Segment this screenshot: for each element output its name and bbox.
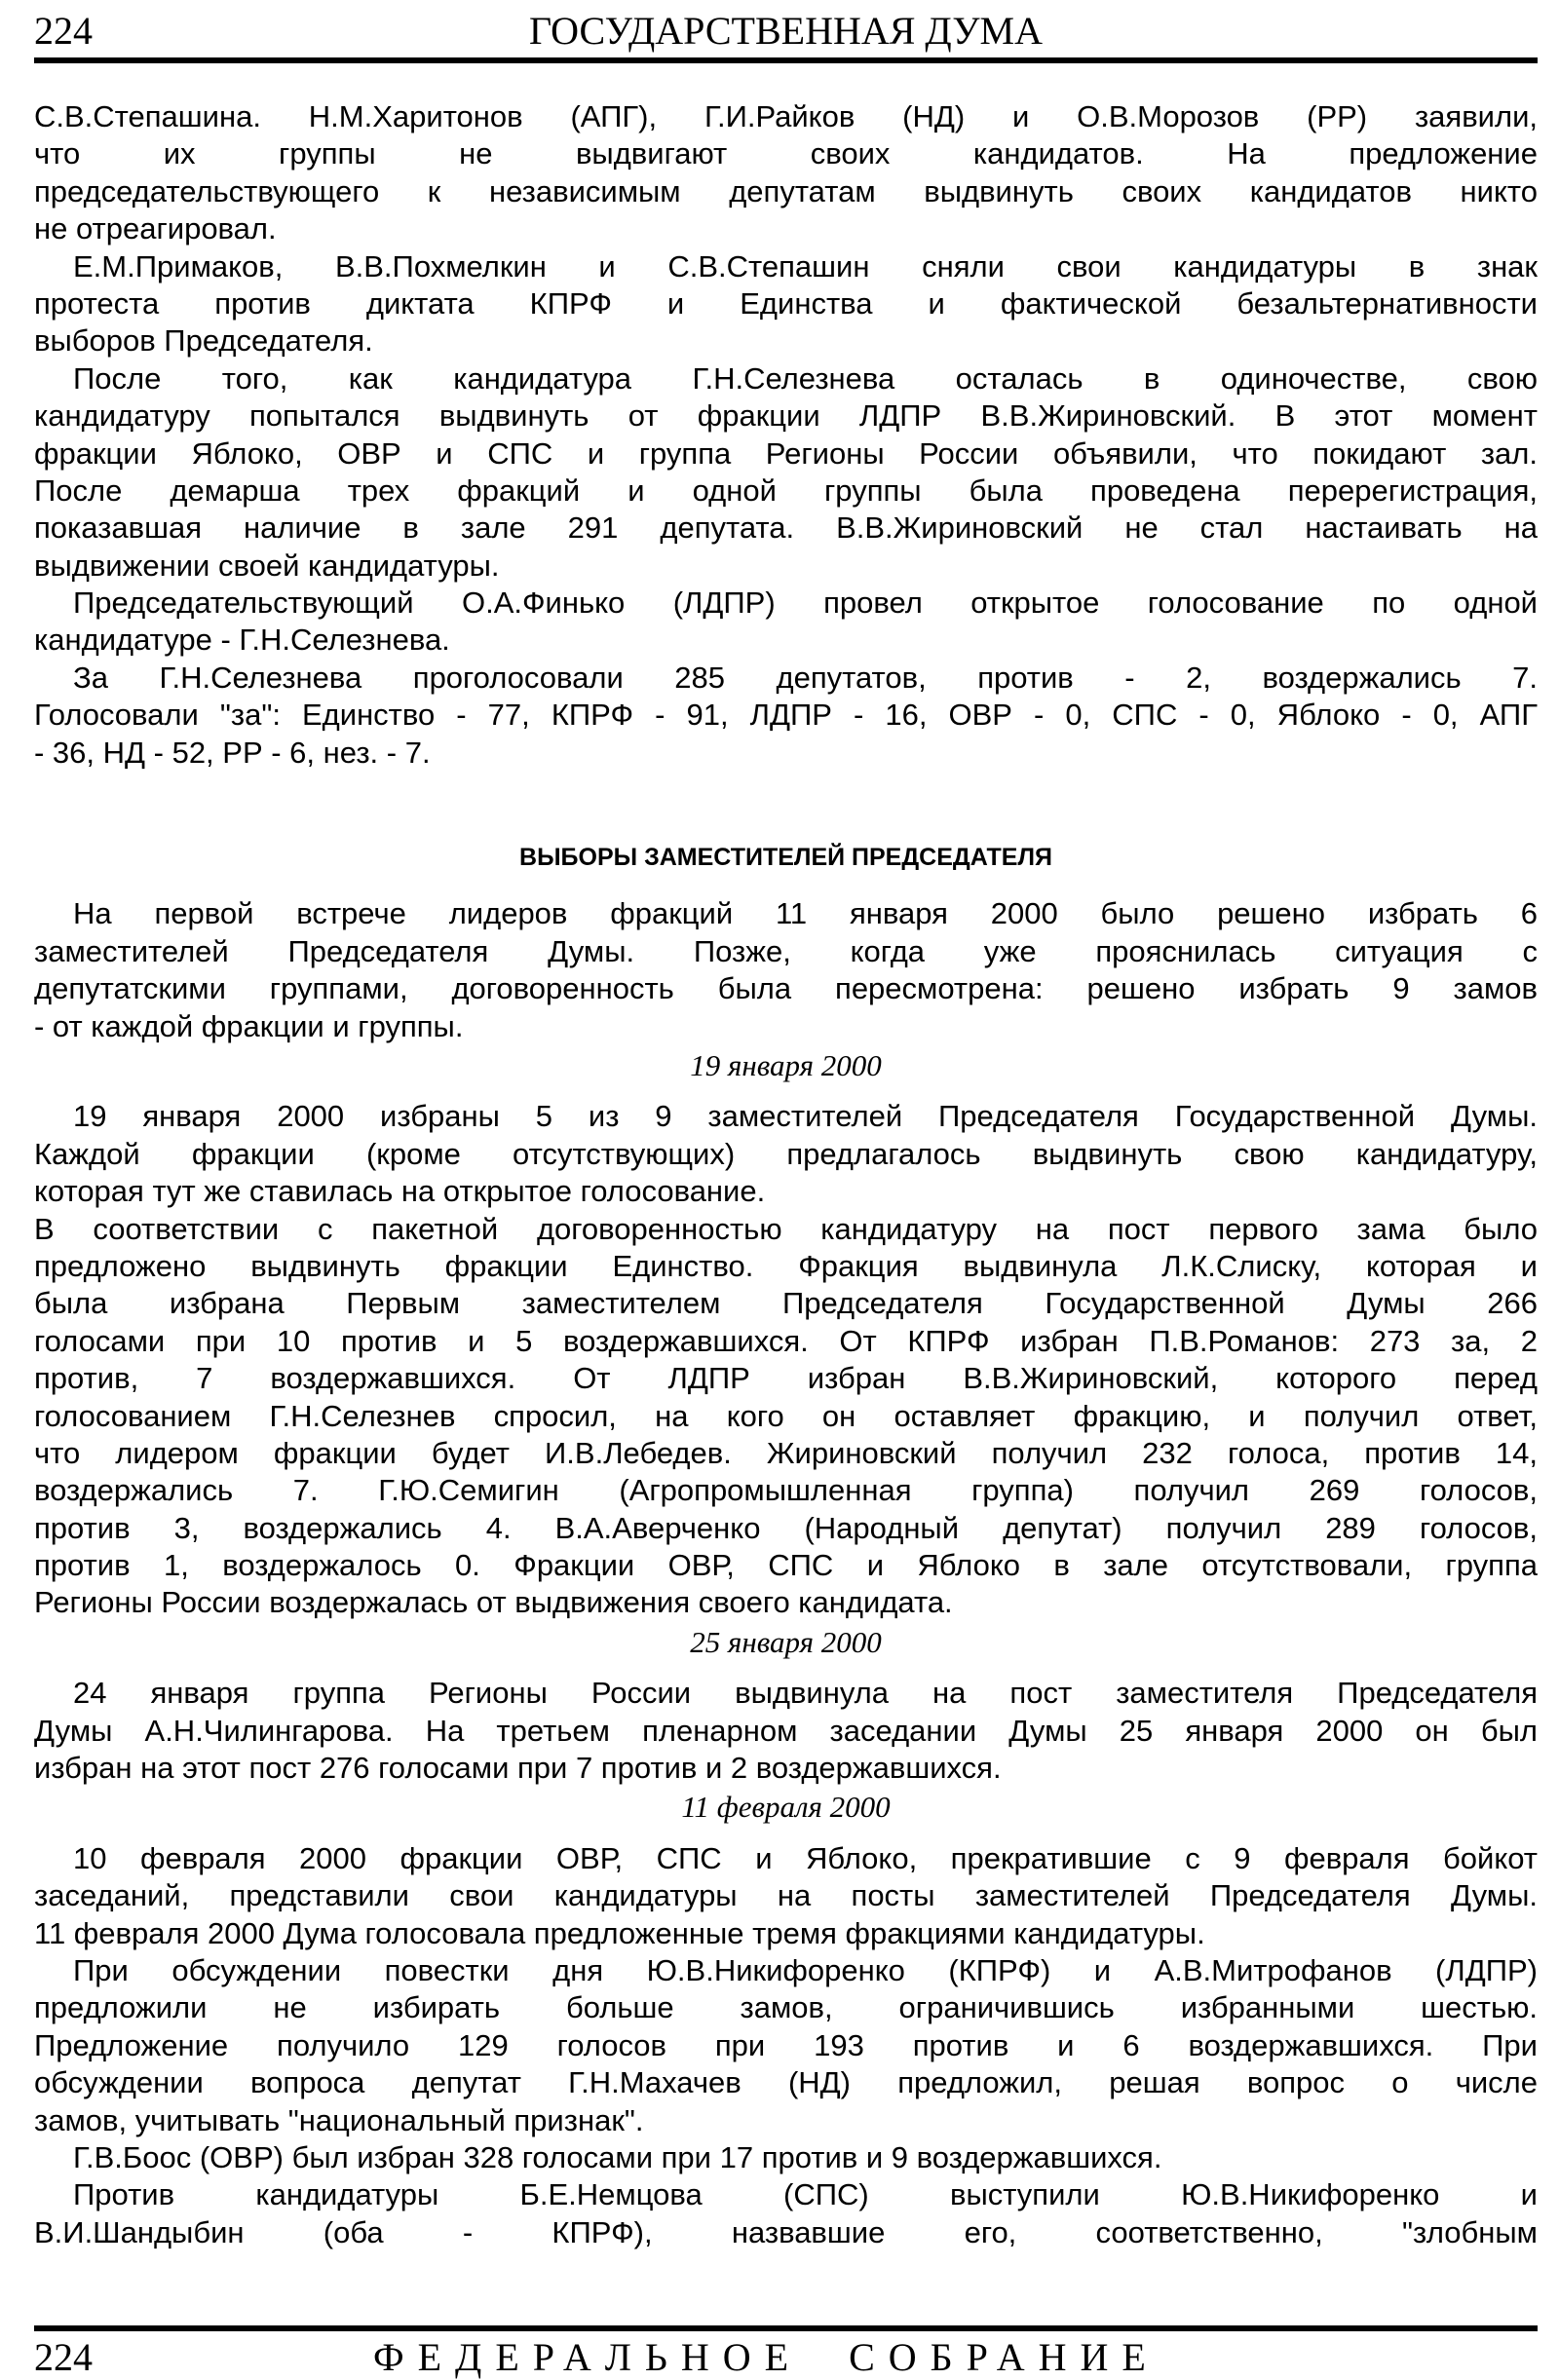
paragraph [34,2139,1538,2176]
text-line: фракции Яблоко, ОВР и СПС и группа Регионы России объявили, что покидают зал. [34,435,1538,471]
text-line: кандидатуре - Г.Н.Селезнева. [34,623,450,658]
text-line: против 1, воздержалось 0. Фракции ОВР, СПС и Яблоко в зале отсутствовали, группа [34,1548,1538,1583]
text-line: С.В.Степашина. Н.М.Харитонов (АПГ), Г.И.Райков (НД) и О.В.Морозов (РР) заявили, [34,99,1538,133]
text-line: Регионы России воздержалась от выдвижения своего кандидата. [34,1585,953,1620]
text-line: заседаний, представили свои кандидатуры на посты заместителей Председателя Думы. [34,1878,1538,1913]
paragraph [34,895,1538,1045]
text-line: - от каждой фракции и группы. [34,1008,464,1043]
footer-title: ФЕДЕРАЛЬНОЕ СОБРАНИЕ [373,2335,1160,2379]
paragraph [34,1098,1538,1210]
text-line: Г.В.Боос (ОВР) был избран 328 голосами при 17 против и 9 воздержавшихся. [73,2139,1162,2174]
paragraph [34,248,1538,360]
text-line: голосами при 10 против и 5 воздержавшихся. От КПРФ избран П.В.Романов: 273 за, 2 [34,1323,1538,1358]
text-line: не отреагировал. [34,211,277,246]
text-line: 19 января 2000 избраны 5 из 9 заместителей Председателя Государственной Думы. [73,1099,1538,1134]
paragraph [34,1211,1538,1622]
header-page-number: 224 [34,9,93,53]
header-rule [34,57,1538,63]
date-subheading: 11 февраля 2000 [681,1790,891,1825]
text-line: избран на этот пост 276 голосами при 7 против и 2 воздержавшихся. [34,1751,1002,1786]
text-line: была избрана Первым заместителем Председателя Государственной Думы 266 [34,1286,1538,1321]
text-line: Каждой фракции (кроме отсутствующих) предлагалось выдвинуть свою кандидатуру, [34,1136,1538,1171]
text-line: В соответствии с пакетной договоренностью кандидатуру на пост первого зама было [34,1211,1538,1246]
date-subheading: 25 января 2000 [690,1624,882,1659]
paragraph [34,1675,1538,1787]
text-line: - 36, НД - 52, РР - 6, нез. - 7. [34,735,431,770]
text-line: За Г.Н.Селезнева проголосовали 285 депутатов, против - 2, воздержались 7. [73,660,1538,695]
text-line: выборов Председателя. [34,323,373,359]
paragraph [34,660,1538,772]
page-header [34,4,1538,55]
text-line: кандидатуру попытался выдвинуть от фракции ЛДПР В.В.Жириновский. В этот момент [34,398,1538,434]
text-line: что лидером фракции будет И.В.Лебедев. Жириновский получил 232 голоса, против 14, [34,1435,1538,1470]
text-line: На первой встрече лидеров фракций 11 января 2000 было решено избрать 6 [73,896,1538,931]
text-line: Е.М.Примаков, В.В.Похмелкин и С.В.Степашин сняли свои кандидатуры в знак [73,248,1538,283]
paragraph [34,360,1538,585]
text-line: 11 февраля 2000 Дума голосовала предложенные тремя фракциями кандидатуры. [34,1915,1205,1950]
text-line: После того, как кандидатура Г.Н.Селезнева осталась в одиночестве, свою [73,360,1538,396]
text-line: После демарша трех фракций и одной группы была проведена перерегистрация, [34,472,1538,508]
text-line: заместителей Председателя Думы. Позже, когда уже прояснилась ситуация с [34,933,1538,968]
text-line: Против кандидатуры Б.Е.Немцова (СПС) выступили Ю.В.Никифоренко и [73,2177,1538,2212]
text-line: против 3, воздержались 4. В.А.Аверченко (Народный депутат) получил 289 голосов, [34,1510,1538,1545]
text-line: что их группы не выдвигают своих кандидатов. На предложение [34,136,1538,171]
section-heading: ВЫБОРЫ ЗАМЕСТИТЕЛЕЙ ПРЕДСЕДАТЕЛЯ [519,844,1052,872]
paragraph [34,1840,1538,1952]
text-line: В.И.Шандыбин (оба - КПРФ), назвавшие его, соответственно, "злобным [34,2214,1538,2249]
paragraph [34,585,1538,660]
text-line: Голосовали "за": Единство - 77, КПРФ - 91, ЛДПР - 16, ОВР - 0, СПС - 0, Яблоко - 0, АПГ [34,698,1538,733]
text-line: депутатскими группами, договоренность была пересмотрена: решено избрать 9 замов [34,971,1538,1006]
text-line: председательствующего к независимым депутатам выдвинуть своих кандидатов никто [34,173,1538,208]
text-line: 10 февраля 2000 фракции ОВР, СПС и Яблоко, прекратившие с 9 февраля бойкот [73,1840,1538,1875]
text-line: Предложение получило 129 голосов при 193 против и 6 воздержавшихся. При [34,2027,1538,2062]
text-line: показавшая наличие в зале 291 депутата. В.В.Жириновский не стал настаивать на [34,510,1538,546]
text-line: протеста против диктата КПРФ и Единства и фактической безальтернативности [34,285,1538,321]
text-line: При обсуждении повестки дня Ю.В.Никифоренко (КПРФ) и А.В.Митрофанов (ЛДПР) [73,1953,1538,1988]
article-body [34,98,1538,2251]
paragraph [34,98,1538,248]
text-line: Председательствующий О.А.Финько (ЛДПР) провел открытое голосование по одной [73,586,1538,621]
text-line: 24 января группа Регионы России выдвинула на пост заместителя Председателя [73,1676,1538,1711]
paragraph [34,1952,1538,2139]
paragraph [34,2176,1538,2251]
text-line: голосованием Г.Н.Селезнев спросил, на кого он оставляет фракцию, и получил ответ, [34,1398,1538,1433]
footer-page-number: 224 [34,2335,93,2379]
text-line: Думы А.Н.Чилингарова. На третьем пленарном заседании Думы 25 января 2000 он был [34,1713,1538,1748]
text-line: предложено выдвинуть фракции Единство. Фракция выдвинула Л.К.Слиску, которая и [34,1248,1538,1283]
text-line: против, 7 воздержавшихся. От ЛДПР избран В.В.Жириновский, которого перед [34,1361,1538,1396]
text-line: воздержались 7. Г.Ю.Семигин (Агропромышленная группа) получил 269 голосов, [34,1473,1538,1508]
text-line: которая тут же ставилась на открытое голосование. [34,1174,766,1209]
text-line: замов, учитывать "национальный признак". [34,2102,644,2137]
footer-rule [34,2325,1538,2331]
date-subheading: 19 января 2000 [690,1048,882,1082]
header-title: ГОСУДАРСТВЕННАЯ ДУМА [529,9,1043,53]
text-line: выдвижении своей кандидатуры. [34,548,500,583]
text-line: предложили не избирать больше замов, ограничившись избранными шестью. [34,1990,1538,2025]
text-line: обсуждении вопроса депутат Г.Н.Махачев (НД) предложил, решая вопрос о числе [34,2065,1538,2100]
